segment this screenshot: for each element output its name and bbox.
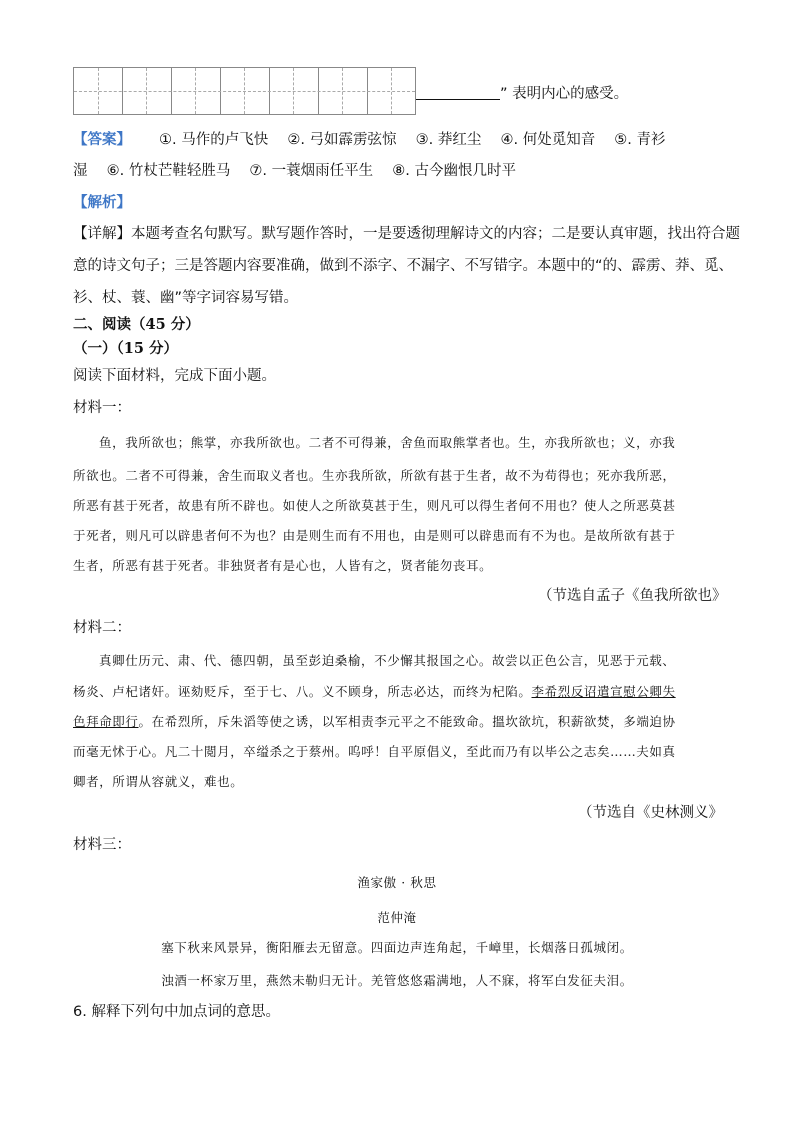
analysis-text-2: 意的诗文句子；三是答题内容要准确，做到不添字、不漏字、不写错字。本题中的“的、霹雳、莽、觅、 xyxy=(73,258,734,274)
tail-text: ” 表明内心的感受。 xyxy=(500,86,629,102)
material-1-line: 所欲也。二者不可得兼，舍生而取义者也。生亦我所欲，所欲有甚于生者，故不为苟得也；死亦我所恶， xyxy=(73,468,676,483)
material-2-text: 。在希烈所，斥朱滔等使之诱，以军相责李元平之不能致命。搵坎欲坑，积薪欲焚，多端迫协 xyxy=(138,714,676,729)
material-2-text: 杨炎、卢杞诸奸。诬劾贬斥，至于七、八。义不顾身，所志必达，而终为杞陷。 xyxy=(73,684,532,699)
analysis-line-1 xyxy=(73,224,740,244)
answer-label: 【答案】 xyxy=(73,132,131,148)
analysis-label: 【解析】 xyxy=(73,195,131,211)
material-2-line xyxy=(73,712,676,730)
poem-line: 浊酒一杯家万里，燕然未勒归无计。羌管悠悠霜满地，人不寐，将军白发征夫泪。 xyxy=(161,973,633,988)
material-1-source: （节选自孟子《鱼我所欲也》 xyxy=(538,588,727,604)
detail-label: 【详解】 xyxy=(73,226,131,242)
material-2-line: 而毫无怵于心。凡二十閲月，卒缢杀之于蔡州。呜呼！自平原倡义，至此而乃有以毕公之志矣……夫如真 xyxy=(73,744,676,759)
fill-blank xyxy=(416,85,500,100)
material-2-line: 卿者，所谓从容就义，难也。 xyxy=(73,774,244,789)
answer-text-2: 湿 ⑥. 竹杖芒鞋轻胜马 ⑦. 一蓑烟雨任平生 ⑧. 古今幽恨几时平 xyxy=(73,163,516,179)
answer-line-1 xyxy=(73,130,666,150)
material-2-line: 真卿仕历元、肃、代、德四朝，虽至彭迫桑榆，不少懈其报国之心。故尝以正色公言，见恶于元载、 xyxy=(99,653,676,668)
section-subtitle: （一）（15 分） xyxy=(73,340,178,357)
poem-title: 渔家傲 · 秋思 xyxy=(357,875,437,890)
material-2-source: （节选自《史林测义》 xyxy=(578,805,723,821)
section-title: 二、阅读（45 分） xyxy=(73,316,200,333)
material-2-line xyxy=(73,682,676,700)
material-1-line: 所恶有甚于死者，故患有所不辟也。如使人之所欲莫甚于生，则凡可以得生者何不用也？使人之所恶莫甚 xyxy=(73,498,676,513)
grid-tail xyxy=(416,84,628,104)
material-1-line: 于死者，则凡可以辟患者何不为也？由是则生而有不用也，由是则可以辟患而有不为也。是故所欲有甚于 xyxy=(73,528,676,543)
underlined-sentence: 李希烈反诏遣宣慰公卿失 xyxy=(531,684,676,699)
material-3-label: 材料三： xyxy=(73,837,131,853)
material-1-label: 材料一： xyxy=(73,400,131,416)
material-1-line: 鱼，我所欲也；熊掌，亦我所欲也。二者不可得兼，舍鱼而取熊掌者也。生，亦我所欲也；义，亦我 xyxy=(99,435,676,450)
underlined-sentence-end: 色拜命即行 xyxy=(73,714,139,729)
answer-text-1: ①. 马作的卢飞快 ②. 弓如霹雳弦惊 ③. 莽红尘 ④. 何处觅知音 ⑤. 青衫 xyxy=(159,132,666,148)
analysis-text-3: 衫、杖、蓑、幽”等字词容易写错。 xyxy=(73,290,299,306)
section-instruction: 阅读下面材料，完成下面小题。 xyxy=(73,368,276,384)
answer-line-2 xyxy=(73,161,516,181)
answer-grid xyxy=(73,67,416,115)
analysis-text-1: 本题考查名句默写。默写题作答时，一是要透彻理解诗文的内容；二是要认真审题，找出符合题 xyxy=(131,226,740,242)
material-1-line: 生者，所恶有甚于死者。非独贤者有是心也，人皆有之，贤者能勿丧耳。 xyxy=(73,558,493,573)
poem-author: 范仲淹 xyxy=(377,910,417,925)
question-6: 6. 解释下列句中加点词的意思。 xyxy=(73,1004,280,1020)
material-2-label: 材料二： xyxy=(73,620,131,636)
poem-line: 塞下秋来风景异，衡阳雁去无留意。四面边声连角起，千嶂里，长烟落日孤城闭。 xyxy=(161,940,633,955)
